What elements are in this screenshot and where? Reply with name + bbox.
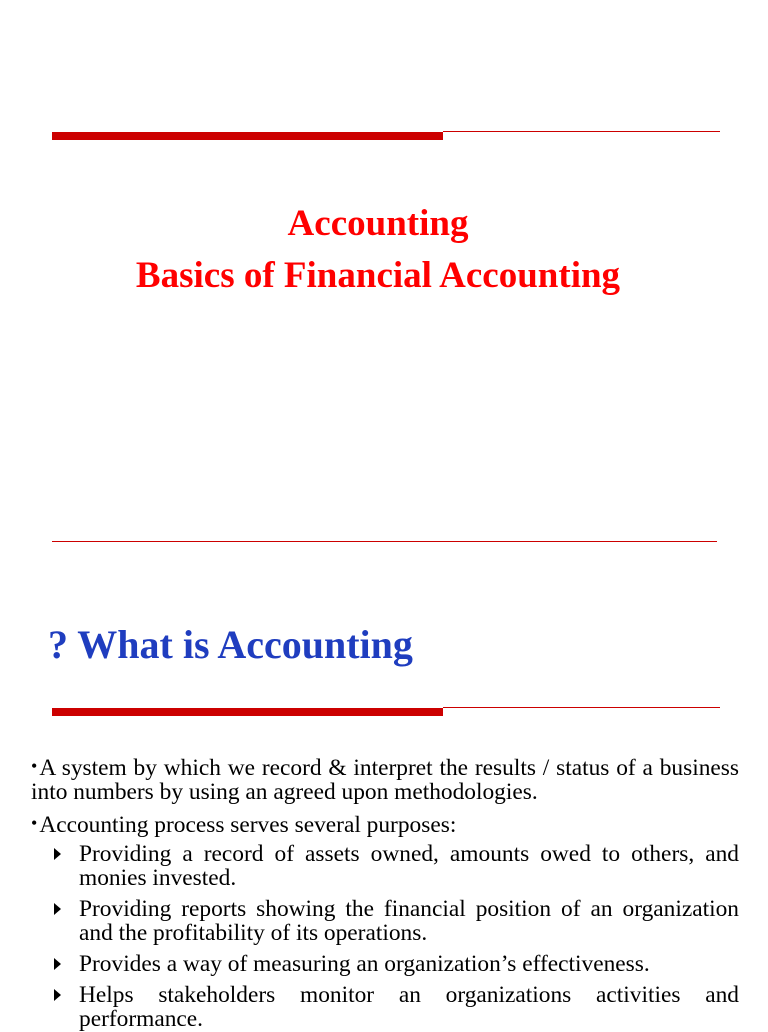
triangle-bullet-icon (54, 989, 61, 1001)
bullet-marker: • (31, 756, 38, 776)
slide-heading: ? What is Accounting (48, 622, 413, 667)
slide-title-line1: Accounting (287, 203, 469, 244)
top-rule-thick (52, 132, 443, 140)
slide-divider (52, 541, 717, 542)
bullet-text: A system by which we record & interpret the results / status of a business into numbers by using an agreed upon methodologies. (31, 755, 739, 805)
heading-rule-thick (52, 708, 443, 716)
sub-bullet-text: Providing a record of assets owned, amounts owed to others, and monies invested. (79, 841, 739, 891)
bullet-marker: • (31, 813, 38, 833)
triangle-bullet-icon (54, 903, 61, 915)
sub-bullet-item (54, 952, 739, 976)
sub-bullet-text: Helps stakeholders monitor an organizations activities and performance. (79, 982, 739, 1032)
triangle-bullet-icon (54, 958, 61, 970)
bullet-item (31, 754, 739, 804)
heading-rule-thin (443, 707, 720, 708)
sub-bullet-item (54, 897, 739, 945)
sub-bullet-text: Providing reports showing the financial position of an organization and the profitability of its operations. (79, 896, 739, 946)
top-rule-thin (443, 131, 720, 132)
triangle-bullet-icon (54, 848, 61, 860)
slide-title-line2: Basics of Financial Accounting (135, 255, 621, 296)
bullet-text: Accounting process serves several purposes: (39, 812, 457, 838)
sub-bullet-text: Provides a way of measuring an organization’s effectiveness. (79, 951, 650, 977)
bullet-item (31, 811, 739, 837)
sub-bullet-item (54, 842, 739, 890)
